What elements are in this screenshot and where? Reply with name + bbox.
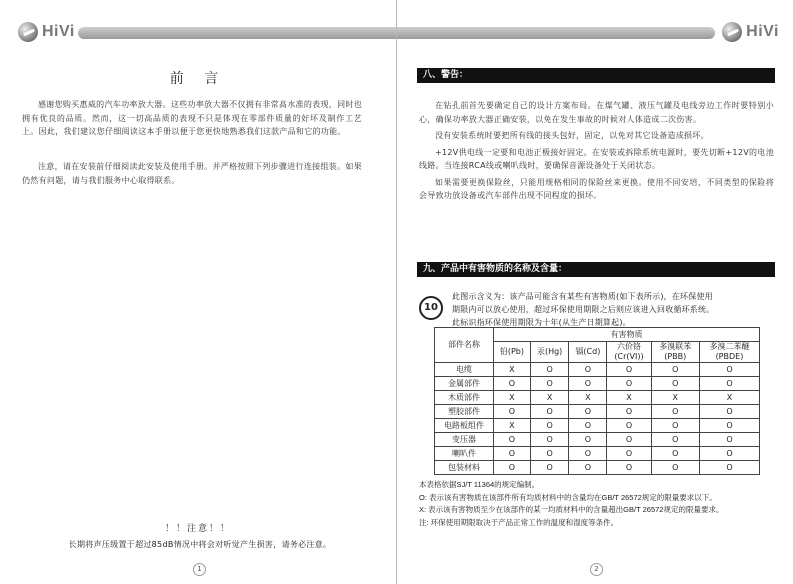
substance-value-cell: O <box>699 377 759 391</box>
substance-value-cell: O <box>699 433 759 447</box>
substance-value-cell: X <box>494 363 531 377</box>
substance-value-cell: X <box>699 391 759 405</box>
substance-value-cell: O <box>651 433 699 447</box>
substance-value-cell: O <box>651 363 699 377</box>
part-name-cell: 电缆 <box>435 363 494 377</box>
table-row <box>435 447 760 461</box>
intro-paragraph: 感谢您购买惠威的汽车功率放大器。这些功率放大器不仅拥有非常高水准的表现，同时也拥有优良的品质。然而，这一切高品质的表现不只是体现在零部件质量的好坏及制作工艺上。因此，我们建议您仔细阅读这本手册以便于您更快地熟悉我们这款产品和它的功能。 <box>22 100 362 136</box>
page-number-right: 2 <box>590 563 603 576</box>
preface-title: 前 言 <box>169 71 227 87</box>
substance-value-cell: O <box>494 405 531 419</box>
brand-name: HiVi <box>746 23 779 40</box>
rohs-10-year-icon: 10 <box>419 296 443 320</box>
header-bar <box>397 27 715 39</box>
part-name-cell: 包装材料 <box>435 461 494 475</box>
hazardous-substances-table <box>434 327 760 475</box>
table-row <box>435 461 760 475</box>
part-name-cell: 变压器 <box>435 433 494 447</box>
substances-group-header: 有害物质 <box>494 328 760 342</box>
substance-value-cell: O <box>651 447 699 461</box>
table-body <box>435 363 760 475</box>
part-name-cell: 木质部件 <box>435 391 494 405</box>
substance-value-cell: O <box>530 363 569 377</box>
left-header <box>0 8 396 38</box>
substance-value-cell: O <box>569 419 607 433</box>
substance-value-cell: O <box>569 447 607 461</box>
substance-value-cell: O <box>530 405 569 419</box>
table-row <box>435 405 760 419</box>
substance-value-cell: O <box>494 377 531 391</box>
part-name-cell: 塑胶部件 <box>435 405 494 419</box>
substance-value-cell: O <box>494 433 531 447</box>
substance-value-cell: O <box>569 405 607 419</box>
substance-value-cell: O <box>651 461 699 475</box>
substance-value-cell: O <box>569 433 607 447</box>
substance-value-cell: O <box>569 377 607 391</box>
section-8-header <box>417 68 775 83</box>
table-notes <box>419 479 789 529</box>
substance-value-cell: O <box>607 433 651 447</box>
substance-value-cell: O <box>607 461 651 475</box>
section-9-header <box>417 262 775 277</box>
page-number-left: 1 <box>193 563 206 576</box>
table-row <box>435 419 760 433</box>
substance-value-cell: O <box>607 363 651 377</box>
substance-value-cell: O <box>530 419 569 433</box>
header-bar <box>78 27 396 39</box>
substance-value-cell: O <box>607 447 651 461</box>
substance-value-cell: O <box>699 461 759 475</box>
substance-value-cell: O <box>530 377 569 391</box>
substance-value-cell: O <box>494 447 531 461</box>
substance-header: 铅(Pb) <box>494 342 531 363</box>
substance-value-cell: X <box>607 391 651 405</box>
substance-value-cell: O <box>607 419 651 433</box>
substance-value-cell: O <box>530 433 569 447</box>
left-page <box>0 0 396 584</box>
substance-value-cell: O <box>651 377 699 391</box>
note-standard: 本表格依据SJ/T 11364的规定编制。 <box>419 480 540 489</box>
right-header <box>397 8 793 38</box>
substance-value-cell: O <box>530 461 569 475</box>
substance-value-cell: X <box>569 391 607 405</box>
substance-value-cell: O <box>699 405 759 419</box>
substance-value-cell: O <box>607 377 651 391</box>
substance-value-cell: O <box>699 447 759 461</box>
section-9-title: 九、产品中有害物质的名称及含量： <box>423 264 568 274</box>
part-name-cell: 金属部件 <box>435 377 494 391</box>
substance-header: 六价铬 (Cr(VI)) <box>607 342 651 363</box>
substance-value-cell: O <box>651 405 699 419</box>
substance-value-cell: O <box>651 419 699 433</box>
substance-value-cell: O <box>530 447 569 461</box>
note-x-meaning: X: 表示该有害物质至少在该部件的某一均质材料中的含量超出GB/T 26572规定的限量要求。 <box>419 505 724 514</box>
note-o-meaning: O: 表示该有害物质在该部件所有均质材料中的含量均在GB/T 26572规定的限量要求以下。 <box>419 492 717 502</box>
warning-title: ！！注意！！ <box>164 524 231 534</box>
rohs-description: 此图示含义为：该产品可能含有某些有害物质(如下表所示)，在环保使用 期限内可以放心使用，超过环保使用期限之后则应该进入回收循环系统。 此标识指环保使用期限为十年(从生产日期算起)。 <box>452 292 715 327</box>
hivi-logo-icon <box>722 22 742 42</box>
part-name-cell: 喇叭件 <box>435 447 494 461</box>
substance-header: 多溴二苯醚 (PBDE) <box>699 342 759 363</box>
hivi-logo-icon <box>18 22 38 42</box>
substance-value-cell: X <box>494 419 531 433</box>
notice-paragraph: 注意，请在安装前仔细阅读此安装及使用手册。并严格按照下列步骤进行连接组装。如果仍然有问题，请与我们服务中心取得联系。 <box>22 162 362 185</box>
table-row <box>435 391 760 405</box>
warning-text: 长期将声压级置于超过85dB情况中将会对听觉产生损害，请务必注意。 <box>68 540 332 549</box>
right-brand-logo <box>722 20 779 44</box>
left-brand-logo <box>18 20 75 44</box>
substance-value-cell: O <box>494 461 531 475</box>
substance-value-cell: O <box>607 405 651 419</box>
table-row <box>435 433 760 447</box>
note-env-period: 注: 环保使用期限取决于产品正常工作的温度和湿度等条件。 <box>419 517 619 527</box>
substance-value-cell: X <box>651 391 699 405</box>
substance-value-cell: X <box>530 391 569 405</box>
right-page <box>397 0 793 584</box>
section-8-title: 八、警告： <box>423 70 469 80</box>
substance-header: 多溴联苯 (PBB) <box>651 342 699 363</box>
substance-header: 镉(Cd) <box>569 342 607 363</box>
table-row <box>435 363 760 377</box>
substance-value-cell: X <box>494 391 531 405</box>
substance-value-cell: O <box>699 419 759 433</box>
substance-value-cell: O <box>699 363 759 377</box>
part-name-header: 部件名称 <box>435 328 494 363</box>
substance-header: 汞(Hg) <box>530 342 569 363</box>
brand-name: HiVi <box>42 23 75 40</box>
part-name-cell: 电路板组件 <box>435 419 494 433</box>
table-row <box>435 377 760 391</box>
section-8-body: 在钻孔前首先要确定自己的设计方案布局。在煤气罐、液压气罐及电线旁边工作时要特别小心，确保功率放大器正确安装，以免在发生事故的时候对人体造成二次伤害。 没有安装系统时要把所有线的接头包好，固定，以免对其它设备造成损坏。 +12V供电线一定要和电池正极接好固定。在安装或拆除系统电源时，要先切断+12V的电池线路。当连接RCA线或喇叭线时，要确保音源设备处于关闭状态。 如果需要更换保险丝，只能用规格相同的保险丝来更换。使用不同安培，不同类型的保险将会导致功放设备或汽车部件出现不同程度的损坏。 <box>419 101 774 200</box>
substance-value-cell: O <box>569 461 607 475</box>
substance-value-cell: O <box>569 363 607 377</box>
